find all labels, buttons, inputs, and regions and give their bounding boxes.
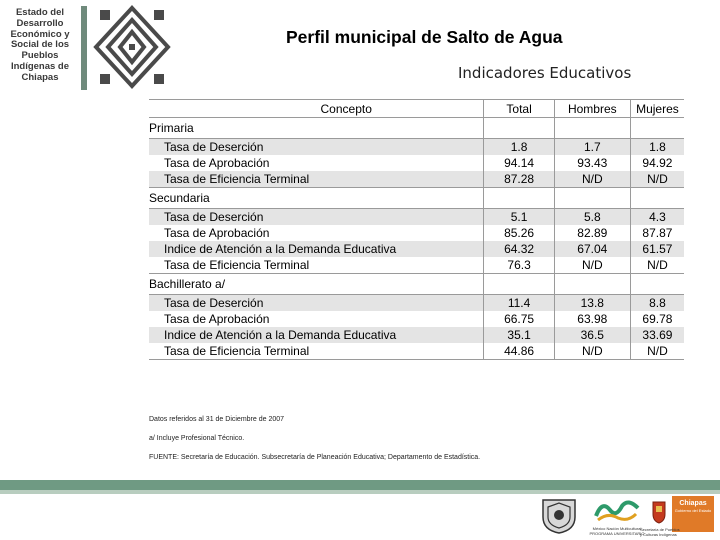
chiapas-label: Chiapas — [679, 500, 707, 507]
org-name — [6, 8, 74, 84]
cell-hombres: 93.43 — [554, 155, 630, 171]
chiapas-sub: Gobierno del Estado — [674, 508, 712, 513]
cell-hombres: N/D — [554, 343, 630, 360]
table-header-row — [149, 100, 684, 118]
row-label: Tasa de Aprobación — [164, 226, 270, 240]
row-label: Tasa de Eficiencia Terminal — [149, 257, 484, 274]
cell-total: 1.8 — [484, 139, 554, 156]
unam-shield-icon — [540, 497, 578, 535]
cell-hombres: 13.8 — [554, 295, 630, 312]
cell-mujeres: 4.3 — [630, 209, 684, 226]
table-row — [149, 139, 684, 156]
section-label: Primaria — [149, 121, 194, 135]
section-row — [149, 274, 684, 295]
cell-total: 5.1 — [484, 209, 554, 226]
section-row — [149, 118, 684, 139]
row-label: Tasa de Eficiencia Terminal — [149, 343, 484, 360]
cell-total: 76.3 — [484, 257, 554, 274]
cell-hombres: 5.8 — [554, 209, 630, 226]
notes-block — [149, 415, 480, 472]
cell-hombres: N/D — [554, 171, 630, 188]
cell-mujeres: 1.8 — [630, 139, 684, 156]
nacion-multicultural-logo-icon — [592, 496, 642, 524]
section-row — [149, 188, 684, 209]
org-line: Económico y — [10, 28, 70, 40]
cell-mujeres: 8.8 — [630, 295, 684, 312]
program-caption — [586, 526, 648, 536]
page-title: Perfil municipal de Salto de Agua — [286, 27, 563, 47]
row-label: Tasa de Deserción — [149, 295, 484, 312]
cell-total: 87.28 — [484, 171, 554, 188]
table-row — [149, 209, 684, 226]
table-row — [149, 343, 684, 360]
row-label: Tasa de Deserción — [149, 209, 484, 226]
org-line: Desarrollo — [16, 17, 64, 29]
org-line: Indígenas de — [10, 60, 70, 72]
row-label: Tasa de Deserción — [149, 139, 484, 156]
cell-hombres: 36.5 — [554, 327, 630, 343]
cell-total: 44.86 — [484, 343, 554, 360]
program-sub: PROGRAMA UNIVERSITARIO — [589, 531, 645, 536]
row-label: Indice de Atención a la Demanda Educativa — [149, 327, 484, 343]
cell-mujeres: 61.57 — [630, 241, 684, 257]
cell-mujeres: N/D — [630, 257, 684, 274]
indigenous-fret-emblem-icon — [92, 4, 172, 90]
table-row — [149, 295, 684, 312]
table-row — [149, 327, 684, 343]
table-row — [149, 171, 684, 188]
table-row — [149, 257, 684, 274]
footnote: a/ Incluye Profesional Técnico. — [149, 435, 245, 442]
cell-mujeres: 94.92 — [630, 155, 684, 171]
cell-mujeres: N/D — [630, 343, 684, 360]
table-row — [149, 155, 684, 171]
section-label: Secundaria — [149, 191, 210, 205]
col-header-concepto: Concepto — [149, 100, 484, 118]
table-row — [149, 241, 684, 257]
org-line: Social de los — [10, 39, 70, 51]
cell-mujeres: 69.78 — [630, 311, 684, 327]
source-note: FUENTE: Secretaría de Educación. Subsecretaría de Planeación Educativa; Departamento de Estadística. — [149, 454, 481, 461]
cell-hombres: 63.98 — [554, 311, 630, 327]
cell-hombres: 1.7 — [554, 139, 630, 156]
row-label: Tasa de Aprobación — [164, 312, 270, 326]
cell-hombres: N/D — [554, 257, 630, 274]
cell-total: 11.4 — [484, 295, 554, 312]
cell-hombres: 67.04 — [554, 241, 630, 257]
cell-mujeres: 87.87 — [630, 225, 684, 241]
col-header-total: Total — [484, 100, 554, 118]
cell-mujeres: N/D — [630, 171, 684, 188]
footer-band-light — [0, 490, 720, 494]
cell-total: 85.26 — [484, 225, 554, 241]
program-name: México Nación Multicultural — [592, 526, 642, 531]
org-line: Estado del — [15, 7, 65, 18]
col-header-mujeres: Mujeres — [630, 100, 684, 118]
section-label: Bachillerato a/ — [149, 277, 226, 291]
page-subtitle: Indicadores Educativos — [458, 64, 632, 82]
table-row — [149, 225, 684, 241]
org-line: Chiapas — [21, 71, 59, 83]
chiapas-coat-of-arms-icon — [651, 500, 667, 524]
secretaria-caption: Secretaría de Pueblos y Culturas Indígenas — [640, 527, 680, 537]
footer-band — [0, 480, 720, 490]
row-label: Indice de Atención a la Demanda Educativa — [149, 241, 484, 257]
table-row — [149, 311, 684, 327]
header-divider — [81, 6, 87, 90]
col-header-hombres: Hombres — [554, 100, 630, 118]
cell-total: 66.75 — [484, 311, 554, 327]
row-label: Tasa de Eficiencia Terminal — [149, 171, 484, 188]
indicators-table — [149, 99, 684, 360]
cell-mujeres: 33.69 — [630, 327, 684, 343]
row-label: Tasa de Aprobación — [164, 156, 270, 170]
date-note: Datos referidos al 31 de Diciembre de 2007 — [149, 416, 285, 423]
cell-total: 35.1 — [484, 327, 554, 343]
org-line: Pueblos — [21, 50, 59, 62]
cell-total: 94.14 — [484, 155, 554, 171]
cell-total: 64.32 — [484, 241, 554, 257]
cell-hombres: 82.89 — [554, 225, 630, 241]
